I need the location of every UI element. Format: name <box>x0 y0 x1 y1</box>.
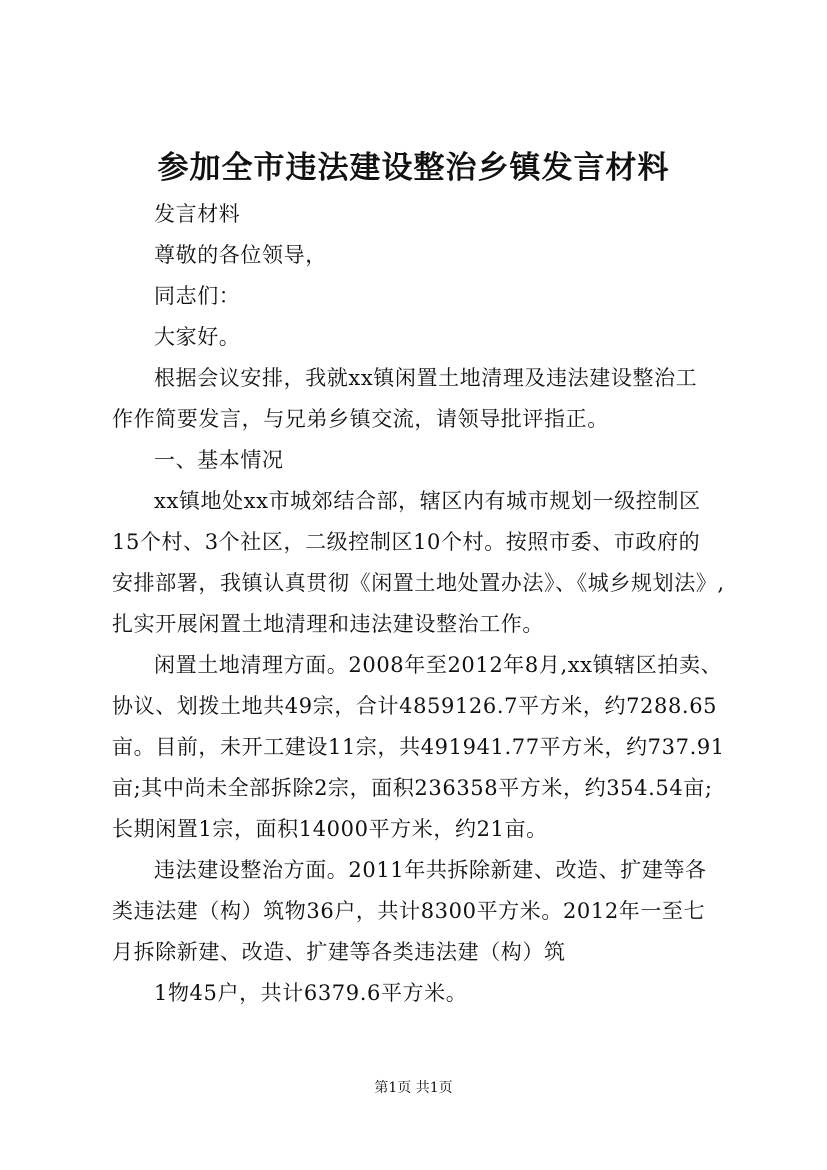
paragraph-line: 协议、划拨土地共49宗，合计4859126.7平方米，约7288.65 <box>112 694 718 718</box>
page-footer: 第1页 共1页 <box>374 1080 453 1096</box>
paragraph-line: 根据会议安排，我就xx镇闲置土地清理及违法建设整治工 <box>154 366 698 390</box>
paragraph-line: xx镇地处xx市城郊结合部，辖区内有城市规划一级控制区 <box>154 489 701 513</box>
paragraph-line: 15个村、3个社区，二级控制区10个村。按照市委、市政府的 <box>112 530 701 554</box>
paragraph-line: 大家好。 <box>154 325 241 349</box>
paragraph-line: 亩。目前，未开工建设11宗，共491941.77平方米，约737.91 <box>112 735 725 759</box>
paragraph-line: 作作简要发言，与兄弟乡镇交流，请领导批评指正。 <box>112 407 609 431</box>
paragraph-line: 发言材料 <box>154 202 241 226</box>
document-body <box>112 194 732 1014</box>
paragraph-line: 长期闲置1宗，面积14000平方米，约21亩。 <box>112 817 548 841</box>
paragraph-line: 同志们： <box>154 284 241 308</box>
document-title: 参加全市违法建设整治乡镇发言材料 <box>157 150 670 186</box>
paragraph-line: 违法建设整治方面。2011年共拆除新建、改造、扩建等各 <box>154 858 707 882</box>
paragraph-line: 1物45户，共计6379.6平方米。 <box>154 981 468 1005</box>
paragraph-line: 闲置土地清理方面。2008年至2012年8月,xx镇辖区拍卖、 <box>154 653 723 677</box>
paragraph-line: 类违法建（构）筑物36户，共计8300平方米。2012年一至七 <box>112 899 706 923</box>
section-heading: 一、基本情况 <box>154 448 284 472</box>
paragraph-line: 月拆除新建、改造、扩建等各类违法建（构）筑 <box>112 940 566 964</box>
paragraph-line: 亩;其中尚未全部拆除2宗，面积236358平方米，约354.54亩; <box>112 776 713 800</box>
paragraph-line: 尊敬的各位领导， <box>154 243 327 267</box>
paragraph-line: 扎实开展闲置土地清理和违法建设整治工作。 <box>112 612 544 636</box>
paragraph-line: 安排部署，我镇认真贯彻《闲置土地处置办法》、《城乡规划法》, <box>112 571 725 595</box>
